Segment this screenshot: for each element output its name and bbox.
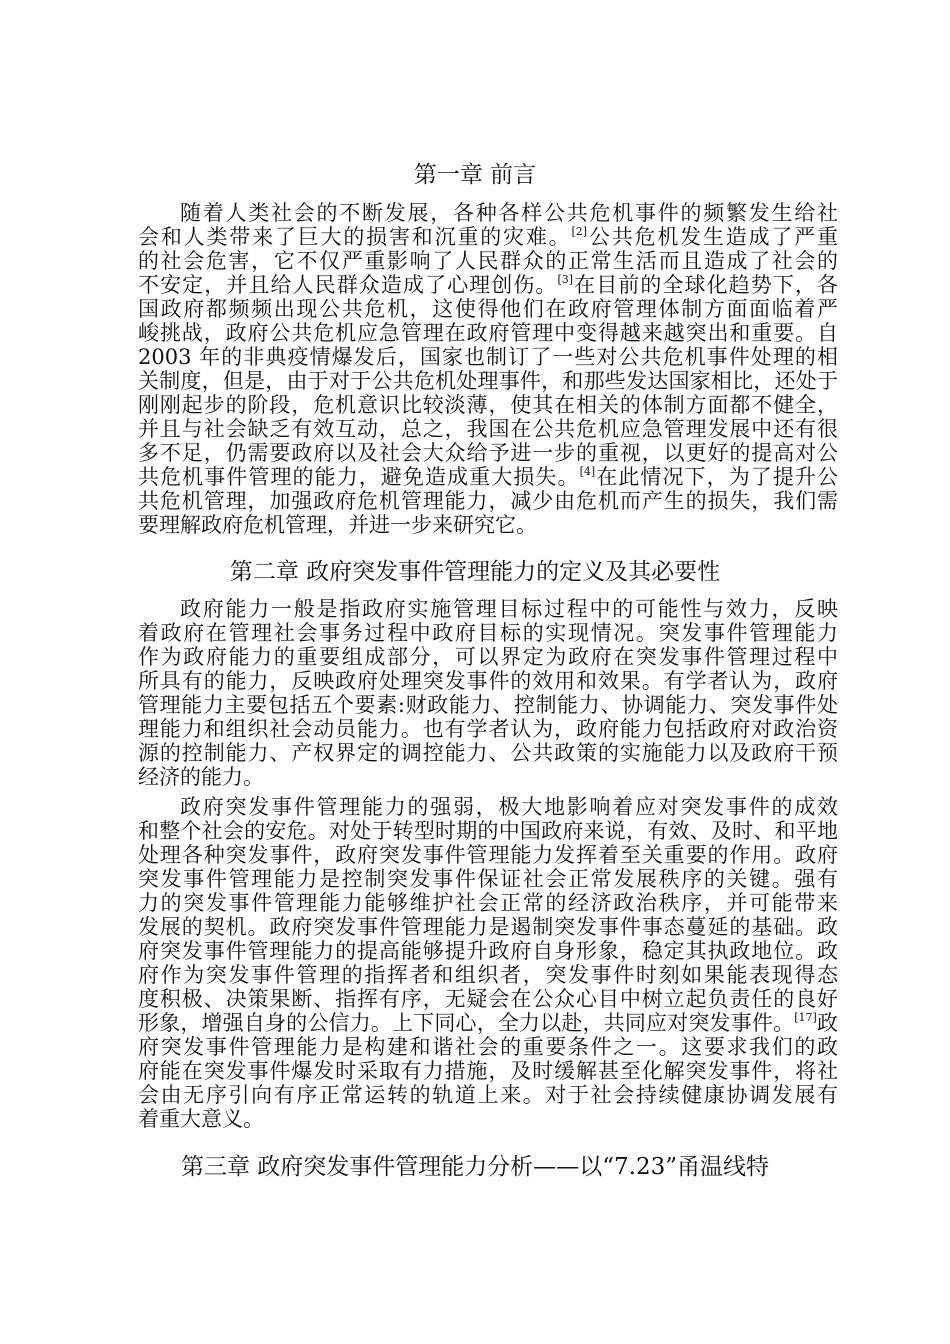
chapter-1-line: 会和人类带来了巨大的损害和沉重的灾难。[2]公共危机发生造成了严重 [138,225,839,249]
chapter-1-line: 关制度，但是，由于对于公共危机处理事件，和那些发达国家相比，还处于 [138,369,838,393]
chapter-2-line: 和整个社会的安危。对处于转型时期的中国政府来说，有效、及时、和平地 [138,819,838,843]
chapter-2-line: 会由无序引向有序正常运转的轨道上来。对于社会持续健康协调发展有 [138,1083,838,1107]
citation-4: [4] [579,465,596,478]
citation-2: [2] [571,225,588,238]
chapter-2-heading: 第二章 政府突发事件管理能力的定义及其必要性 [229,559,721,585]
chapter-2-line: 作为政府能力的重要组成部分，可以界定为政府在突发事件管理过程中 [138,645,838,669]
chapter-1-line: 的社会危害，它不仅严重影响了人民群众的正常生活而且造成了社会的 [138,249,838,273]
chapter-2-line: 力的突发事件管理能力能够维护社会正常的经济政治秩序，并可能带来 [138,891,838,915]
chapter-2-line: 管理能力主要包括五个要素:财政能力、控制能力、协调能力、突发事件处 [138,693,838,717]
chapter-2-line: 突发事件管理能力是控制突发事件保证社会正常发展秩序的关键。强有 [138,867,838,891]
chapter-1-line: 共危机管理，加强政府危机管理能力，减少由危机而产生的损失，我们需 [138,489,838,513]
chapter-2-line: 政府突发事件管理能力的强弱，极大地影响着应对突发事件的成效 [180,795,838,819]
chapter-2-line: 着政府在管理社会事务过程中政府目标的实现情况。突发事件管理能力 [138,621,838,645]
chapter-1-line: 国政府都频频出现公共危机，这使得他们在政府管理体制方面面临着严 [138,297,838,321]
chapter-2-line: 府突发事件管理能力的提高能够提升政府自身形象，稳定其执政地位。政 [138,939,838,963]
chapter-2-line: 府突发事件管理能力是构建和谐社会的重要条件之一。这要求我们的政 [138,1035,838,1059]
chapter-2-line: 源的控制能力、产权界定的调控能力、公共政策的实施能力以及政府干预 [138,741,838,765]
chapter-2-line: 府能在突发事件爆发时采取有力措施，及时缓解甚至化解突发事件，将社 [138,1059,838,1083]
chapter-2-line: 处理各种突发事件，政府突发事件管理能力发挥着至关重要的作用。政府 [138,843,838,867]
chapter-2-line: 度积极、决策果断、指挥有序，无疑会在公众心目中树立起负责任的良好 [138,987,838,1011]
chapter-2-line: 政府能力一般是指政府实施管理目标过程中的可能性与效力，反映 [180,597,838,621]
chapter-2-line: 理能力和组织社会动员能力。也有学者认为，政府能力包括政府对政治资 [138,717,838,741]
chapter-2-line: 形象，增强自身的公信力。上下同心，全力以赴，共同应对突发事件。[17]政 [138,1011,839,1035]
chapter-1-line: 并且与社会缺乏有效互动，总之，我国在公共危机应急管理发展中还有很 [138,417,838,441]
chapter-1-line: 不安定，并且给人民群众造成了心理创伤。[3]在目前的全球化趋势下，各 [138,273,839,297]
chapter-1-line: 多不足，仍需要政府以及社会大众给予进一步的重视，以更好的提高对公 [138,441,838,465]
chapter-1-line: 刚刚起步的阶段，危机意识比较淡薄，使其在相关的体制方面都不健全， [138,393,838,417]
citation-3: [3] [557,273,574,286]
chapter-3-heading: 第三章 政府突发事件管理能力分析——以“7.23”甬温线特 [180,1154,770,1180]
chapter-1-heading: 第一章 前言 [413,162,537,188]
chapter-1-line: 随着人类社会的不断发展，各种各样公共危机事件的频繁发生给社 [180,201,838,225]
chapter-1-line: 峻挑战，政府公共危机应急管理在政府管理中变得越来越突出和重要。自 [138,321,838,345]
chapter-1-line: 共危机事件管理的能力，避免造成重大损失。[4]在此情况下，为了提升公 [138,465,839,489]
chapter-2-line: 经济的能力。 [138,765,264,789]
chapter-2-line: 所具有的能力，反映政府处理突发事件的效用和效果。有学者认为，政府 [138,669,838,693]
chapter-1-line: 要理解政府危机管理，并进一步来研究它。 [138,513,537,537]
chapter-2-line: 着重大意义。 [138,1107,264,1131]
chapter-2-line: 府作为突发事件管理的指挥者和组织者，突发事件时刻如果能表现得态 [138,963,838,987]
chapter-2-line: 发展的契机。政府突发事件管理能力是遏制突发事件事态蔓延的基础。政 [138,915,838,939]
citation-17: [17] [794,1011,817,1024]
chapter-1-line: 2003 年的非典疫情爆发后，国家也制订了一些对公共危机事件处理的相 [138,345,838,369]
